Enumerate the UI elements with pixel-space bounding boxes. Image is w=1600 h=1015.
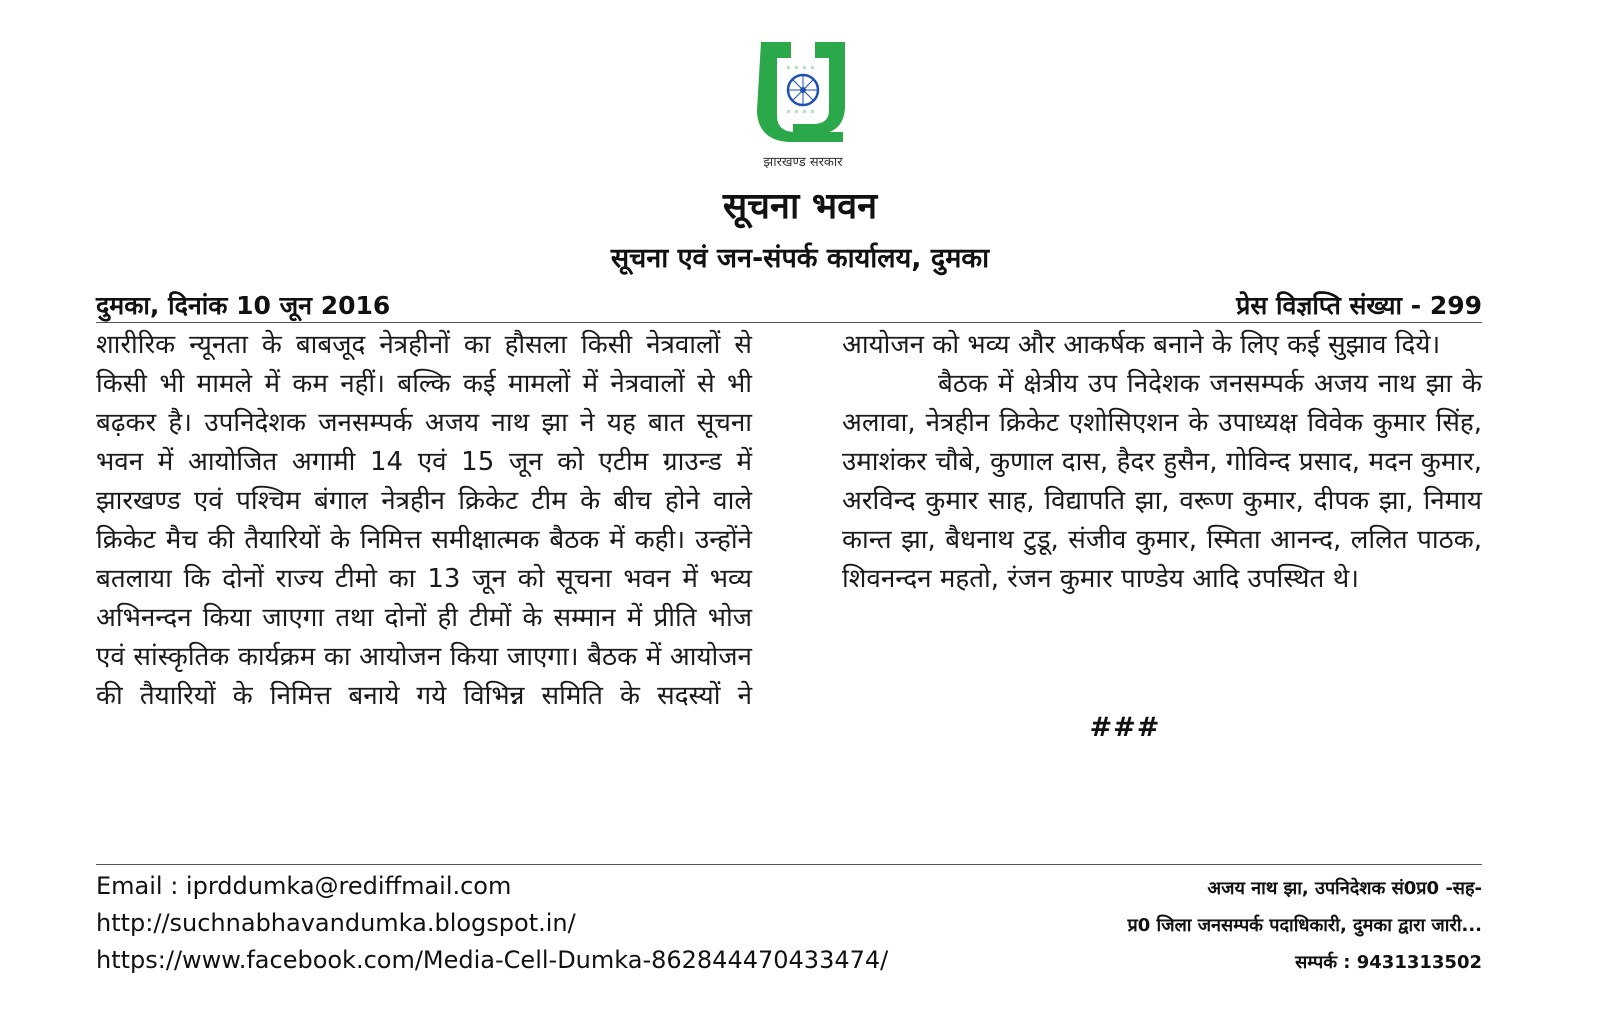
footer-contact [96,868,888,979]
logo-caption: झारखण्ड सरकार [763,155,843,170]
facebook-link[interactable]: https://www.facebook.com/Media-Cell-Dumka-862844470433474/ [96,946,889,974]
header-divider [96,322,1482,323]
issuer-block [1128,870,1482,981]
blog-link[interactable]: http://suchnabhavandumka.blogspot.in/ [96,909,576,937]
end-mark: ### [1089,712,1161,743]
office-subtitle: सूचना एवं जन-संपर्क कार्यालय, दुमका [610,243,990,274]
issuer-line-1: अजय नाथ झा, उपनिदेशक सं0प्र0 -सह- [1207,878,1482,899]
body-left-column [96,326,752,716]
email-link[interactable]: Email : iprddumka@rediffmail.com [96,872,512,900]
issuer-line-2: प्र0 जिला जनसम्पर्क पदाधिकारी, दुमका द्वारा जारी... [1127,915,1482,936]
page-title: सूचना भवन [722,186,878,227]
dateline: दुमका, दिनांक 10 जून 2016 [96,291,391,320]
jharkhand-emblem [738,36,868,176]
right-paragraph-2: बैठक में क्षेत्रीय उप निदेशक जनसम्पर्क अजय नाथ झा के अलावा, नेत्रहीन क्रिकेट एशोसिएशन के उपाध्यक्ष विवेक कुमार सिंह, उमाशंकर चौबे, कुणाल दास, हैदर हुसैन, गोविन्द प्रसाद, मदन कुमार, अरविन्द कुमार साह, विद्यापति झा, वरूण कुमार, दीपक झा, निमाय कान्त झा, बैधनाथ टुडू, संजीव कुमार, स्मिता आनन्द, ललित पाठक, शिवनन्दन महतो, रंजन कुमार पाण्डेय आदि उपस्थित थे। [842,369,1482,594]
press-release-number: प्रेस विज्ञप्ति संख्या - 299 [1236,291,1482,320]
jharkhand-logo-icon [747,36,859,148]
right-paragraph-1: आयोजन को भव्य और आकर्षक बनाने के लिए कई सुझाव दिये। [842,330,1441,360]
footer-divider [96,864,1482,865]
left-column-text: शारीरिक न्यूनता के बाबजूद नेत्रहीनों का हौसला किसी नेत्रवालों से किसी भी मामले में कम नहीं। बल्कि कई मामलों में नेत्रवालों से भी बढ़कर है। उपनिदेशक जनसम्पर्क अजय नाथ झा ने यह बात सूचना भवन में आयोजित अगामी 14 एवं 15 जून को एटीम ग्राउन्ड में झारखण्ड एवं पश्चिम बंगाल नेत्रहीन क्रिकेट टीम के बीच होने वाले क्रिकेट मैच की तैयारियों के निमित्त समीक्षात्मक बैठक में कही। उन्होंने बतलाया कि दोनों राज्य टीमो का 13 जून को सूचना भवन में भव्य अभिनन्दन किया जाएगा तथा दोनों ही टीमों के सम्मान में प्रीति भोज एवं सांस्कृतिक कार्यक्रम का आयोजन किया जाएगा। बैठक में आयोजन की तैयारियों के निमित्त बनाये गये विभिन्न समिति के सदस्यों ने [96,330,752,711]
issuer-contact: सम्पर्क : 9431313502 [1295,952,1482,973]
body-right-column [842,326,1482,599]
